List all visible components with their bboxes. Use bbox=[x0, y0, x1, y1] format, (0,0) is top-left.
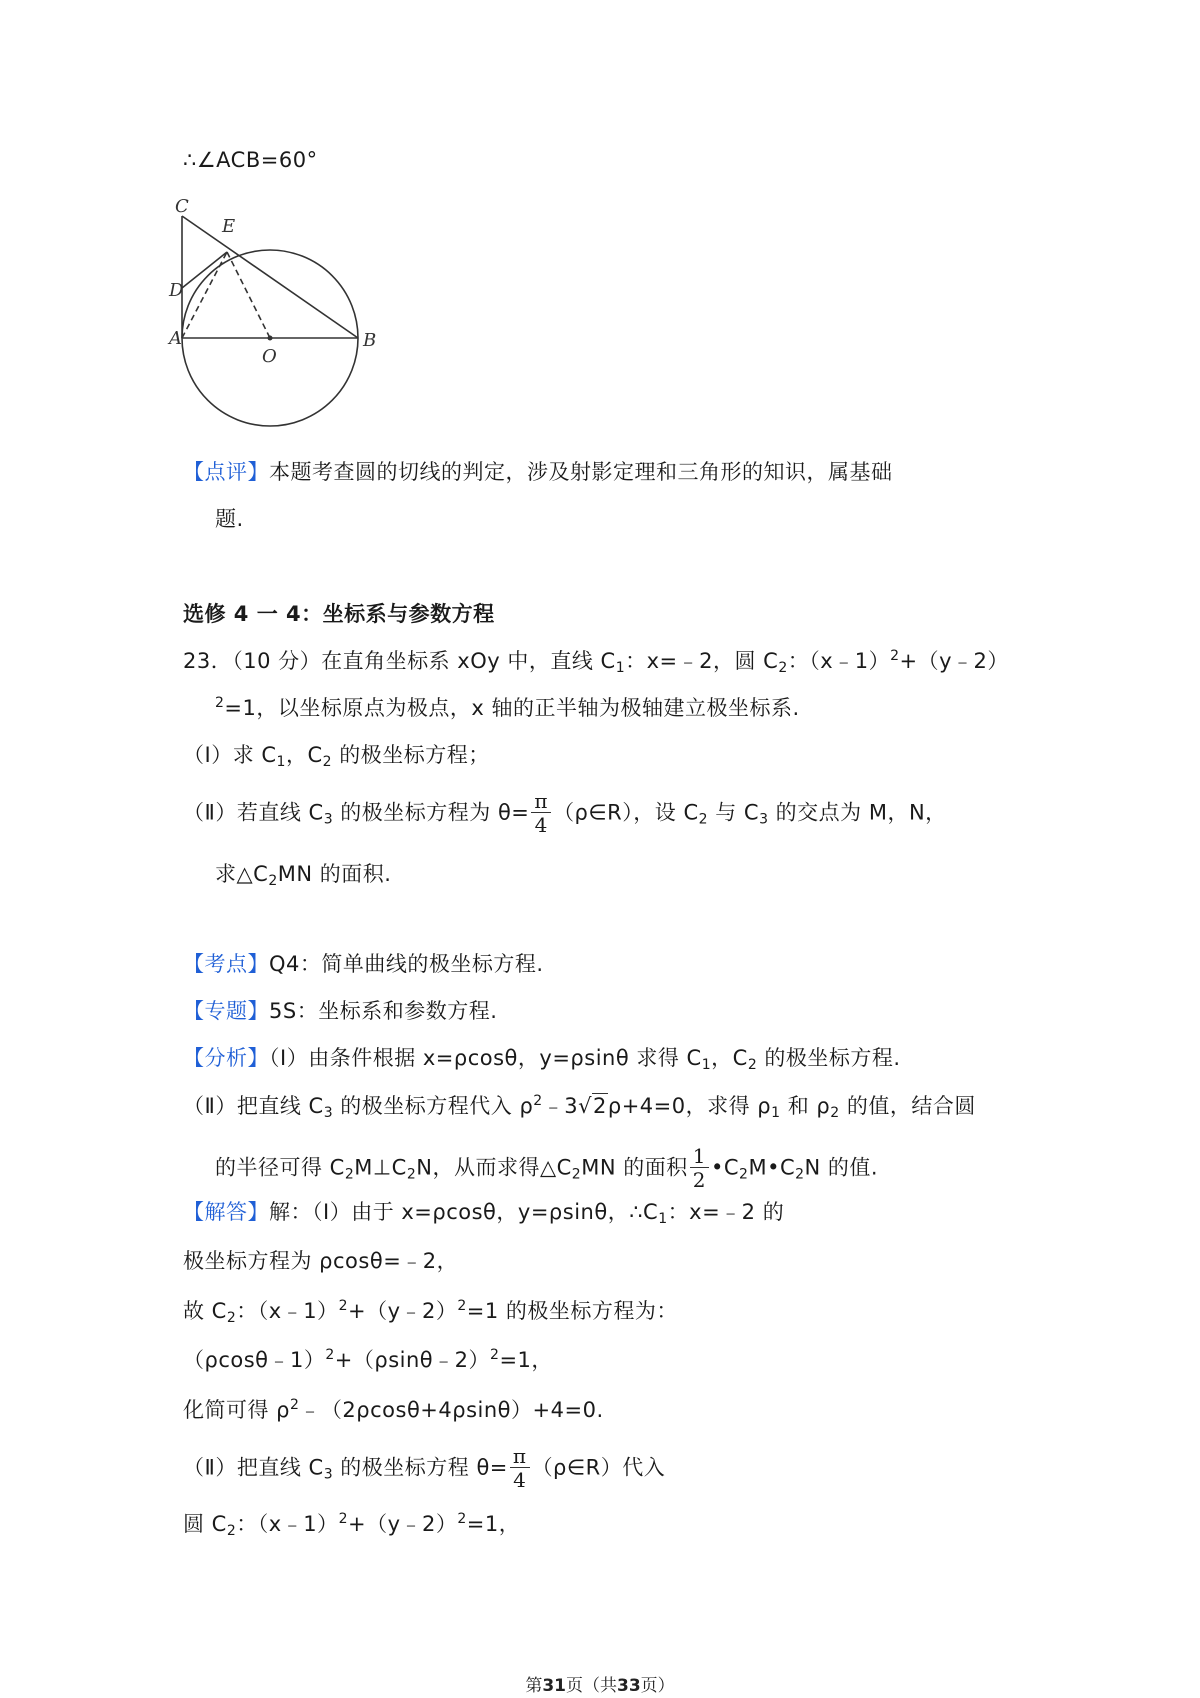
label-e: E bbox=[222, 216, 236, 237]
fraction-pi-over-4: $\frac{\pi}{4}$ bbox=[531, 790, 551, 837]
label-d: D bbox=[169, 280, 184, 301]
page-footer: 第31页（共33页） bbox=[525, 1676, 675, 1696]
review-text: 本题考查圆的切线的判定，涉及射影定理和三角形的知识，属基础 bbox=[269, 460, 893, 484]
label-c: C bbox=[175, 196, 189, 217]
review-tag: 【点评】 bbox=[183, 460, 269, 484]
label-b: B bbox=[363, 330, 377, 351]
dashed-eo bbox=[227, 252, 270, 338]
geometry-figure bbox=[169, 196, 395, 410]
fraction-pi-over-4-b: $\frac{\pi}{4}$ bbox=[510, 1445, 530, 1492]
jieda-line-6: （Ⅱ）把直线 $C_3$ 的极坐标方程 θ= $\frac{\pi}{4}$ （ρ∈R）代入 bbox=[183, 1444, 666, 1492]
fenxi-tag: 【分析】 bbox=[183, 1046, 269, 1070]
fraction-one-half: $\frac{1}{2}$ bbox=[690, 1145, 709, 1192]
jieda-line-2: 极坐标方程为 ρcosθ=﹣2， bbox=[183, 1249, 459, 1273]
zhuanti-line: 【专题】5S：坐标系和参数方程. bbox=[183, 999, 498, 1023]
review-line-2: 题. bbox=[215, 507, 244, 531]
label-a: A bbox=[169, 328, 182, 349]
kaodian-line: 【考点】Q4：简单曲线的极坐标方程. bbox=[183, 952, 544, 976]
jieda-tag: 【解答】 bbox=[183, 1200, 269, 1224]
total-pages: 33 bbox=[617, 1676, 641, 1696]
problem-line-2: $^2$=1，以坐标原点为极点，x 轴的正半轴为极轴建立极坐标系. bbox=[215, 695, 800, 720]
center-point bbox=[268, 336, 273, 341]
jieda-line-7: 圆 $C_2$：（x﹣1）$^2$+（y﹣2）$^2$=1， bbox=[183, 1511, 521, 1539]
sqrt-2: √2 bbox=[578, 1094, 607, 1118]
jieda-line-3: 故 $C_2$：（x﹣1）$^2$+（y﹣2）$^2$=1 的极坐标方程为： bbox=[183, 1298, 678, 1326]
fenxi-line-1: 【分析】（Ⅰ）由条件根据 x=ρcosθ，y=ρsinθ 求得 $C_1$，$C_2$ 的极坐标方程. bbox=[183, 1046, 901, 1073]
problem-line-3: （Ⅰ）求 $C_1$，$C_2$ 的极坐标方程； bbox=[183, 743, 490, 770]
problem-line-1: 23．（10 分）在直角坐标系 xOy 中，直线 $C_1$：x=﹣2，圆 $C_2$：（x﹣1）$^2$+（y﹣2） bbox=[183, 648, 1009, 676]
fenxi-line-2: （Ⅱ）把直线 $C_3$ 的极坐标方程代入 $\rho^2﹣3√2\rho+4=0$，求得 $\rho_1$ 和 $\rho_2$ 的值，结合圆 bbox=[183, 1093, 976, 1121]
label-o: O bbox=[262, 346, 277, 367]
zhuanti-tag: 【专题】 bbox=[183, 999, 269, 1023]
jieda-line-1: 【解答】解：（Ⅰ）由于 x=ρcosθ，y=ρsinθ，$\therefore C_1$：x=﹣2 的 bbox=[183, 1200, 785, 1227]
jieda-line-5: 化简可得 $\rho^2﹣(2\rho\cos\theta+4\rho\sin\theta)+4=0$. bbox=[183, 1397, 604, 1422]
dashed-ae bbox=[182, 252, 227, 338]
page-number: 31 bbox=[542, 1676, 566, 1696]
problem-line-4: （Ⅱ）若直线 $C_3$ 的极坐标方程为 θ= $\frac{\pi}{4}$ （ρ∈R），设 $C_2$ 与 $C_3$ 的交点为 M，N， bbox=[183, 789, 947, 837]
section-title: 选修 4 一 4：坐标系与参数方程 bbox=[183, 602, 495, 626]
therefore-line: ∴∠ACB=60° bbox=[183, 148, 318, 172]
jieda-line-4: （ρcosθ﹣1）$^2$+（ρsinθ﹣2）$^2$=1， bbox=[183, 1347, 553, 1372]
line-de bbox=[182, 252, 227, 288]
fenxi-line-3: 的半径可得 $C_2M\perp C_2N$，从而求得$\triangle C_2MN$ 的面积 $\frac{1}{2}$ $•C_2M•C_2N$ 的值. bbox=[215, 1144, 879, 1192]
review-line-1 bbox=[183, 458, 893, 486]
problem-line-5: 求$\triangle C_2MN$ 的面积. bbox=[215, 862, 392, 889]
line-cb bbox=[182, 216, 358, 338]
kaodian-tag: 【考点】 bbox=[183, 952, 269, 976]
